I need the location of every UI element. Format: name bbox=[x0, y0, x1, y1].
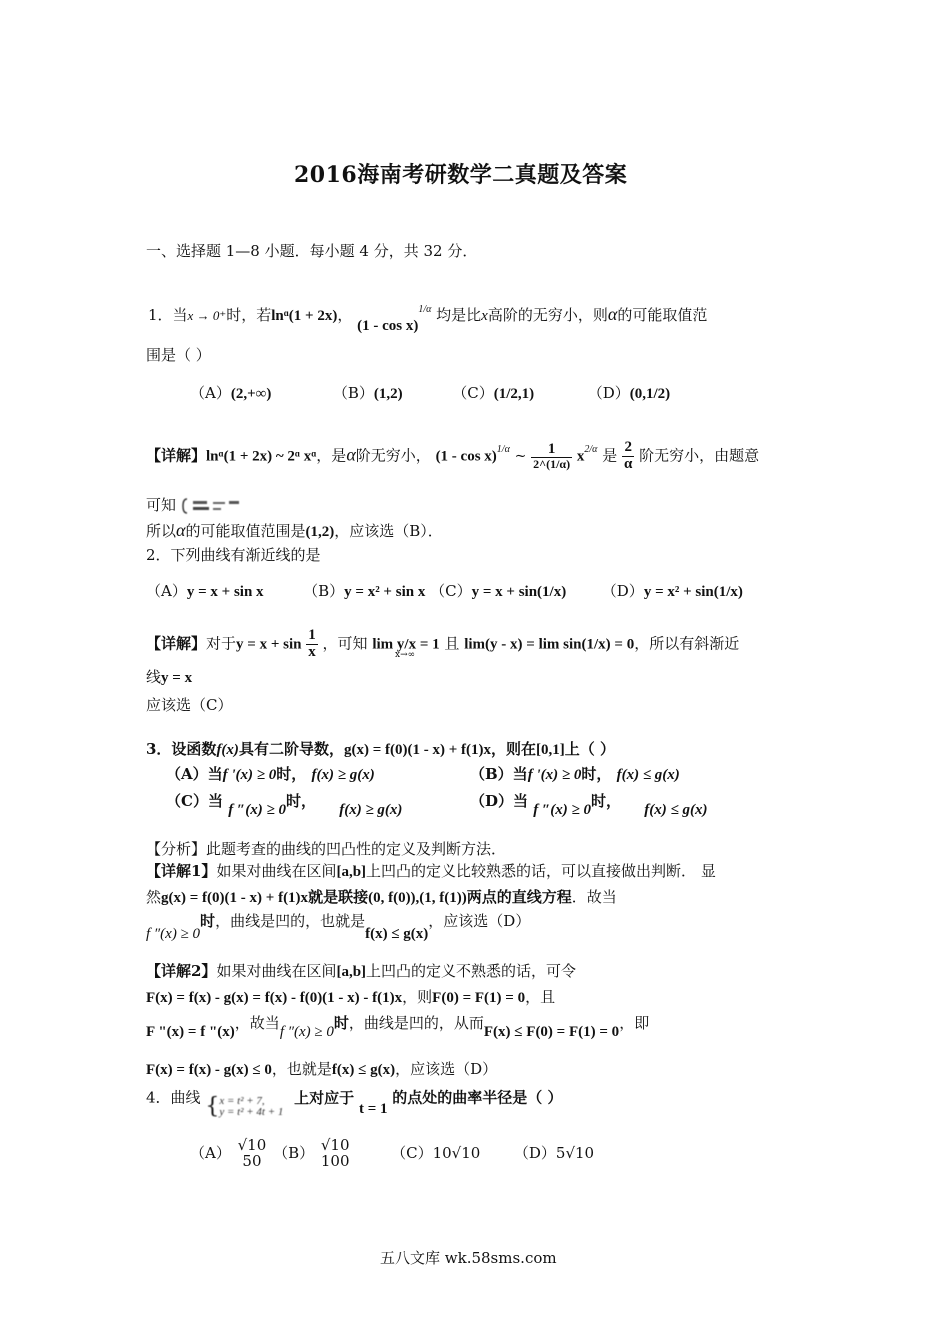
q4-opt-d-label: （D） bbox=[513, 1143, 556, 1162]
q3-detail2-line2-eq: F(x) = f(x) - g(x) = f(x) - f(0)(1 - x) - f(1)x bbox=[146, 990, 403, 1006]
q4-opt-b-den: 100 bbox=[320, 1151, 350, 1170]
q1-detail-t2: 阶无穷小， bbox=[355, 446, 431, 465]
q2-detail-line2 bbox=[146, 666, 192, 687]
q2-detail-t3: 且 bbox=[444, 634, 460, 653]
q1-detail-line3-b: 的可能取值范围是 bbox=[185, 522, 306, 540]
q1-detail-line3-alpha: α bbox=[176, 520, 186, 540]
q3-detail1-line3-c: ，应该选（D） bbox=[428, 912, 531, 930]
q3-detail2-line1 bbox=[146, 960, 576, 981]
page-title: 2016海南考研数学二真题及答案 bbox=[294, 162, 628, 188]
q1-detail-t4: 阶无穷小，由题意 bbox=[639, 446, 760, 465]
q3-opt-d-cond: f ″(x) ≥ 0 bbox=[533, 802, 592, 818]
q2-detail-line2-eq: y = x bbox=[161, 670, 193, 686]
q4-stem-a: 4．曲线 bbox=[146, 1088, 201, 1107]
q3-detail2-t2: 上凹凸的定义不熟悉的话，可令 bbox=[366, 962, 577, 980]
q3-detail2-line2-b: ，且 bbox=[525, 988, 556, 1006]
q3-opt-a-res: f(x) ≥ g(x) bbox=[311, 767, 375, 783]
q3-detail2-line3-d: ，即 bbox=[619, 1014, 650, 1032]
q2-opt-c-label: （C） bbox=[430, 582, 472, 600]
q3-opt-a-text2: 时， bbox=[276, 765, 307, 783]
q3-detail2-line4-b: ，应该选（D） bbox=[395, 1060, 498, 1078]
q4-cond: t = 1 bbox=[358, 1100, 388, 1117]
q3-detail1-line2-eq: g(x) = f(0)(1 - x) + f(1)x bbox=[161, 890, 309, 906]
q4-opt-b-num: √10 bbox=[320, 1136, 350, 1154]
q4-opt-a-num: √10 bbox=[237, 1136, 267, 1154]
q4-opt-c-value: 10√10 bbox=[432, 1143, 481, 1162]
q1-alpha: α bbox=[607, 304, 618, 324]
q1-detail-rhs-frac bbox=[531, 442, 572, 471]
q1-detail-line3 bbox=[146, 520, 443, 541]
q3-opt-b bbox=[470, 763, 680, 784]
q3-detail2-line2-a: ，则 bbox=[402, 988, 433, 1006]
section-header: 一、选择题 1—8 小题．每小题 4 分，共 32 分． bbox=[146, 242, 478, 260]
q1-detail-f1: lnᵅ(1 + 2x) ~ 2ᵅ xᵅ bbox=[206, 448, 317, 465]
q1-stem-line2: 围是（ ） bbox=[146, 346, 211, 364]
q1-opt-a-label: （A） bbox=[190, 384, 231, 402]
q1-detail-line3-a: 所以 bbox=[146, 522, 177, 540]
q1-opt-c-value: (1/2,1) bbox=[493, 386, 535, 402]
q2-opt-d-value: y = x² + sin(1/x) bbox=[643, 584, 743, 600]
q1-detail-t1: ，是 bbox=[316, 446, 347, 465]
q3-detail2-line2 bbox=[146, 986, 555, 1007]
q3-opt-d-text: （D）当 bbox=[470, 792, 529, 810]
q4-stem-b: 上对应于 bbox=[294, 1088, 355, 1107]
q1-opt-d-label: （D） bbox=[587, 384, 630, 402]
q3-detail2-line4-eq: F(x) = f(x) - g(x) ≤ 0 bbox=[146, 1062, 272, 1078]
q3-opt-c bbox=[166, 790, 403, 818]
q3-analysis: 【分析】此题考查的曲线的凹凸性的定义及判断方法． bbox=[146, 840, 507, 858]
q1-detail-t3: 是 bbox=[602, 446, 618, 465]
q3-opt-a-text: （A）当 bbox=[166, 765, 223, 783]
q3-opt-d-res: f(x) ≤ g(x) bbox=[644, 802, 708, 818]
q1-stem-e: 的可能取值范 bbox=[617, 306, 708, 324]
q1-opt-c-label: （C） bbox=[452, 384, 494, 402]
q2-detail-lim1: lim y/x = 1 bbox=[372, 636, 440, 653]
q4-opt-a-label: （A） bbox=[190, 1143, 231, 1162]
q1-stem-c: 均是比 bbox=[436, 306, 482, 324]
q2-opt-c-value: y = x + sin(1/x) bbox=[471, 584, 567, 600]
q4-sys1: x = t² + 7, bbox=[219, 1094, 265, 1107]
q1-stem-b: 时，若 bbox=[226, 306, 272, 324]
q3-detail2-line3-a: ，故当 bbox=[234, 1014, 280, 1032]
q3-detail1-line2-d: ．故当 bbox=[571, 888, 617, 906]
q1-detail-f2: (1 - cos x) bbox=[435, 448, 497, 465]
q3-interval: [0,1] bbox=[536, 742, 565, 758]
q3-detail2-interval: [a,b] bbox=[336, 964, 367, 980]
q1-stem-a: 1．当 bbox=[148, 306, 188, 324]
q3-detail1-t1: 如果对曲线在区间 bbox=[216, 862, 337, 880]
q1-f1: lnᵅ(1 + 2x) bbox=[271, 308, 338, 324]
q4-sys2: y = t² + 4t + 1 bbox=[219, 1105, 284, 1118]
q2-opt-a-value: y = x + sin x bbox=[186, 584, 264, 600]
q3-opt-c-text2: 时， bbox=[285, 792, 316, 810]
q3-opt-d-text2: 时， bbox=[591, 792, 622, 810]
q3-detail1-line2 bbox=[146, 886, 617, 907]
q3-detail2-label: 【详解2】 bbox=[146, 962, 217, 980]
q1-detail-frac bbox=[622, 440, 634, 473]
q2-detail-lim-sub: x→∞ bbox=[395, 650, 416, 660]
q1-detail-x-exp: 2/α bbox=[584, 444, 598, 456]
q3-detail1-line2-c: 两点的直线方程 bbox=[466, 888, 572, 906]
q4-stem bbox=[146, 1086, 563, 1119]
q3-stem-b: 具有二阶导数， bbox=[238, 740, 344, 758]
q1-x: x bbox=[481, 308, 488, 324]
q2-detail-frac-num: 1 bbox=[308, 627, 316, 643]
q4-system: { x = t² + 7, y = t² + 4t + 1 bbox=[205, 1094, 284, 1119]
q1-f2-exp: 1/α bbox=[418, 304, 432, 315]
q3-fx: f(x) bbox=[216, 742, 239, 758]
q1-detail-line1: 【详解】lnᵅ(1 + 2x) ~ 2ᵅ xᵅ，是α阶无穷小， (1 - cos x)$^{1/\alpha}$ ~ $\frac{1}{2\^{}(1/\alpha)}$ $x^{2/\alpha}$ 是 $\frac{2}{\alpha}$ 阶无穷小，由题意 bbox=[146, 439, 760, 472]
q3-detail1-t2: 上凹凸的定义比较熟悉的话，可以直接做出判断． 显 bbox=[366, 862, 716, 880]
q3-stem-c: ，则在 bbox=[491, 740, 537, 758]
q1-opt-d-value: (0,1/2) bbox=[629, 386, 671, 402]
q1-options bbox=[190, 382, 670, 403]
q3-opt-b-cond: f '(x) ≥ 0 bbox=[527, 767, 582, 783]
q3-detail1-line2-a: 然 bbox=[146, 888, 162, 906]
q2-detail-line2-a: 线 bbox=[146, 668, 162, 686]
q1-detail-rhs-num: 1 bbox=[531, 442, 572, 459]
q1-detail-line3-c: ，应该选（B）． bbox=[334, 522, 443, 540]
q3-detail1-line3-res: f(x) ≤ g(x) bbox=[365, 926, 429, 942]
q1-f2: (1 - cos x) bbox=[357, 318, 419, 334]
q3-opt-c-text: （C）当 bbox=[166, 792, 223, 810]
q3-detail2-line3-c: ，曲线是凹的，从而 bbox=[348, 1014, 484, 1032]
q1-detail-rhs-den: 2^(1/α) bbox=[533, 457, 571, 472]
q3-opt-b-text: （B）当 bbox=[470, 765, 528, 783]
q4-options bbox=[190, 1138, 594, 1170]
q1-opt-a-value: (2,+∞) bbox=[230, 386, 272, 402]
q3-detail2-line3-eq: F "(x) = f "(x) bbox=[146, 1024, 235, 1040]
q4-opt-a-frac bbox=[236, 1138, 269, 1170]
q2-detail-t4: ，所以有斜渐近 bbox=[634, 634, 740, 653]
q3-stem-d: 上（ ） bbox=[564, 740, 615, 758]
q2-detail-t2: ，可知 bbox=[322, 634, 368, 653]
q3-detail1-line3 bbox=[146, 910, 531, 942]
q4-opt-a-den: 50 bbox=[242, 1151, 262, 1170]
q4-opt-c-label: （C） bbox=[391, 1143, 433, 1162]
q1-detail-frac-den: α bbox=[624, 455, 633, 472]
q2-opt-b-label: （B） bbox=[303, 582, 345, 600]
q1-detail-f2-exp: 1/α bbox=[496, 444, 510, 456]
q2-detail-frac bbox=[306, 628, 318, 661]
q1-cond: x → 0⁺ bbox=[187, 308, 227, 323]
q1-stem-line1 bbox=[148, 304, 708, 334]
q1-opt-b-value: (1,2) bbox=[373, 386, 403, 402]
q3-detail2-line2-eq2: F(0) = F(1) = 0 bbox=[432, 990, 526, 1006]
q4-opt-b-label: （B） bbox=[273, 1143, 315, 1162]
q2-detail-frac-den: x bbox=[308, 643, 316, 660]
footer-watermark: 五八文库 wk.58sms.com bbox=[380, 1249, 557, 1267]
q3-stem-a: 3．设函数 bbox=[146, 740, 217, 758]
q3-detail2-line3-b: 时 bbox=[333, 1014, 349, 1032]
q3-detail2-line4-res: f(x) ≤ g(x) bbox=[331, 1062, 396, 1078]
q2-detail-lim2: lim(y - x) = lim sin(1/x) = 0 bbox=[464, 636, 635, 653]
q2-detail-line3: 应该选（C） bbox=[146, 696, 233, 714]
q2-stem: 2．下列曲线有渐近线的是 bbox=[146, 546, 321, 564]
q2-opt-b-value: y = x² + sin x bbox=[344, 584, 426, 600]
q3-detail1-line2-pts: (0, f(0)),(1, f(1)) bbox=[368, 890, 467, 906]
q3-opt-a bbox=[166, 763, 375, 784]
q3-detail1-line3-cond: f ″(x) ≥ 0 bbox=[146, 926, 201, 942]
q2-detail-f1: y = x + sin bbox=[236, 636, 302, 653]
q2-detail-label: 【详解】 bbox=[146, 634, 207, 653]
q3-detail2-t1: 如果对曲线在区间 bbox=[216, 962, 337, 980]
q1-detail-line2-text: 可知 bbox=[146, 496, 177, 514]
q1-detail-line3-interval: (1,2) bbox=[305, 524, 335, 540]
q3-stem bbox=[146, 738, 615, 759]
q2-detail-t1: 对于 bbox=[206, 634, 237, 653]
q3-opt-b-res: f(x) ≤ g(x) bbox=[616, 767, 680, 783]
q1-detail-alpha: α bbox=[346, 444, 356, 465]
q3-detail1-line1 bbox=[146, 860, 716, 881]
q3-detail2-line4-a: ，也就是 bbox=[271, 1060, 332, 1078]
q1-detail-line2 bbox=[146, 494, 251, 515]
q3-detail2-line3-res: F(x) ≤ F(0) = F(1) = 0 bbox=[483, 1024, 620, 1040]
q2-options bbox=[146, 580, 743, 601]
q3-gx: g(x) = f(0)(1 - x) + f(1)x bbox=[343, 742, 491, 758]
q3-opt-b-text2: 时， bbox=[581, 765, 612, 783]
q3-detail1-label: 【详解1】 bbox=[146, 862, 217, 880]
q3-opt-a-cond: f '(x) ≥ 0 bbox=[222, 767, 277, 783]
q1-comma: ， bbox=[337, 306, 353, 324]
q1-detail-frac-num: 2 bbox=[622, 440, 634, 457]
q1-detail-label: 【详解】 bbox=[146, 446, 207, 465]
q3-detail2-line4 bbox=[146, 1058, 497, 1079]
q3-detail1-line3-a: 时 bbox=[200, 912, 216, 930]
q4-opt-b-frac bbox=[319, 1138, 352, 1170]
q2-detail-line1 bbox=[146, 628, 739, 661]
q3-detail1-line2-b: 就是联接 bbox=[308, 888, 369, 906]
q3-opt-c-cond: f ″(x) ≥ 0 bbox=[228, 802, 286, 818]
q4-stem-c: 的点处的曲率半径是（ ） bbox=[392, 1088, 563, 1107]
q3-opt-c-res: f(x) ≥ g(x) bbox=[339, 802, 403, 818]
q1-opt-b-label: （B） bbox=[332, 384, 374, 402]
q2-opt-a-label: （A） bbox=[146, 582, 187, 600]
q3-detail1-interval: [a,b] bbox=[336, 864, 367, 880]
blurred-formula bbox=[181, 497, 251, 515]
q4-opt-d-value: 5√10 bbox=[555, 1143, 595, 1162]
q3-opt-d bbox=[470, 790, 708, 818]
q2-opt-d-label: （D） bbox=[601, 582, 644, 600]
q3-detail2-line3 bbox=[146, 1012, 650, 1040]
q3-detail1-line3-b: ，曲线是凹的，也就是 bbox=[215, 912, 366, 930]
q3-detail2-line3-cond: f ″(x) ≥ 0 bbox=[279, 1024, 334, 1040]
q1-stem-d: 高阶的无穷小，则 bbox=[487, 306, 608, 324]
